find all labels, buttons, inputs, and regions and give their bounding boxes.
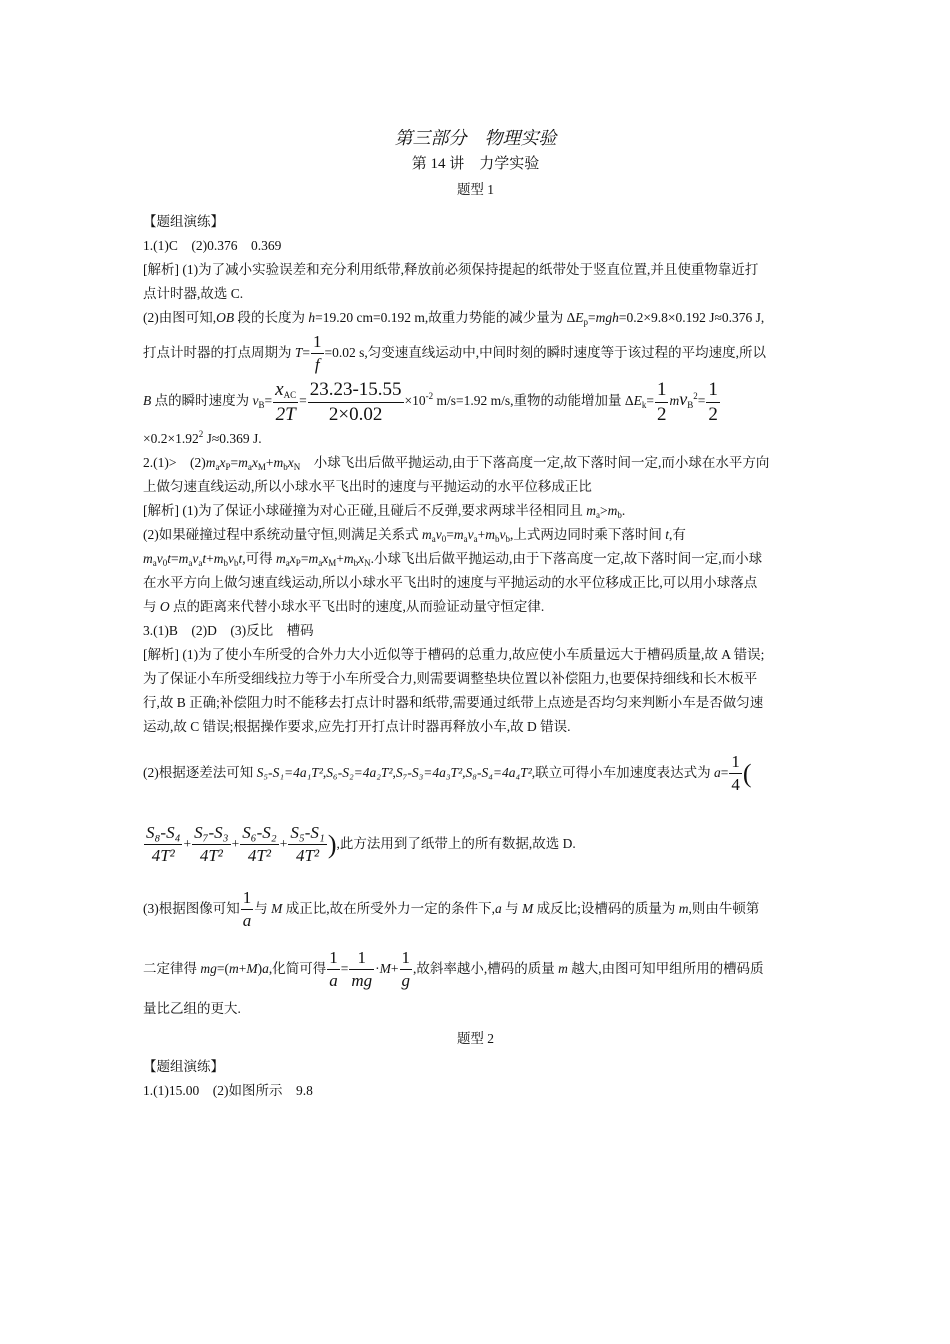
fraction-1-over-a-2: $\frac{1}{a}$ xyxy=(329,948,338,991)
fraction-one-quarter: $\frac{1}{4}$ xyxy=(731,752,740,795)
document-page xyxy=(143,122,808,1103)
fraction-s6-s2: $\frac{\text{S₆-S₂}}{\text{4T²}}$ xyxy=(242,823,277,866)
q1-part2-line4: $\times 0.2\times 1.92^2$ J≈0.369 J. xyxy=(143,428,262,446)
fraction-1-over-f: $\frac{1}{f}$ xyxy=(313,332,322,375)
q1-analysis-line1: [解析] (1)为了减小实验误差和充分利用纸带,释放前必须保持提起的纸带处于竖直位置,并且使重物靠近打 xyxy=(143,262,759,277)
fraction-xac-over-2t: $\frac{x_{AC}}{2T}$ xyxy=(275,378,297,425)
fraction-1-over-mg: $\frac{1}{mg}$ xyxy=(351,948,373,991)
fraction-s7-s3: $\frac{\text{S₇-S₃}}{\text{4T²}}$ xyxy=(194,823,229,866)
fraction-s5-s1: $\frac{\text{S₅-S₁}}{\text{4T²}}$ xyxy=(290,823,325,866)
lesson-title: 第 14 讲 力学实验 xyxy=(411,156,540,172)
q1-analysis-line2: 点计时器,故选 C. xyxy=(143,286,244,301)
q3-analysis-line4: 运动,故 C 错误;根据操作要求,应先打开打点计时器再释放小车,故 D 错误. xyxy=(143,718,571,734)
fraction-1-over-g: $\frac{1}{g}$ xyxy=(401,948,411,991)
q3-part2-line2: $\frac{\text{S₈-S₄}}{\text{4T²}}$ + $\frac{\text{S₇-S₃}}{\text{4T²}}$ + $\frac{\text{S₆-S₂}}{\text{4T²}}$ + $\frac{\text{S₅-S₁}}{\text{4T²}}$ ),此方法用到了纸带上的所有数据,故选 D. xyxy=(146,823,576,866)
q2-analysis-line2: (2)如果碰撞过程中系统动量守恒,则满足关系式 $m_av_0=m_av_a+m_bv_b$,上式两边同时乘下落时间 t,有 xyxy=(143,526,686,544)
section-label-2: 【题组演练】 xyxy=(143,1058,224,1074)
close-paren: ) xyxy=(327,829,337,859)
q3-part3-line1: (3)根据图像可知 $\frac{1}{a}$ 与 M 成正比,故在所受外力一定的条件下,a 与 M 成反比;设槽码的质量为 m,则由牛顿第 xyxy=(143,888,760,931)
q3-part2-line1: (2)根据逐差法可知 S₅-S₁=4a₁T²,S₆-S₂=4a₂T²,S₇-S₃=4a₃T²,S₈-S₄=4a₄T²,联立可得小车加速度表达式为 a= $\frac{1}{4}$ ( xyxy=(143,752,752,795)
q1-answer: 1.(1)C (2)0.376 0.369 xyxy=(143,238,282,253)
q3-part3-line3: 量比乙组的更大. xyxy=(143,1000,241,1016)
type2-title: 题型 2 xyxy=(456,1030,495,1046)
fraction-velocity-calc: $\frac{23.23-15.55}{2\times 0.02}$ xyxy=(309,378,402,425)
q2-analysis-line1: [解析] (1)为了保证小球碰撞为对心正碰,且碰后不反弹,要求两球半径相同且 $m_a>m_b$. xyxy=(143,502,626,520)
q1-part2-line1: (2)由图可知,OB 段的长度为 h=19.20 cm=0.192 m,故重力势能的减少量为 $\Delta E_p=mgh=0.2\times 9.8\times 0.192$ J≈0.376 J, xyxy=(143,310,765,327)
q3-part3-line2: 二定律得 mg=(m+M)a,化简可得 $\frac{1}{a}$ = $\frac{1}{mg}$ ·M+ $\frac{1}{g}$ ,故斜率越小,槽码的质量 m 越大,由图可知甲组所用的槽码质 xyxy=(143,948,764,991)
part-title: 第三部分 物理实验 xyxy=(394,128,557,148)
q1-part2-line3: B 点的瞬时速度为 $v_B=$ $\frac{x_{AC}}{2T}$ = $\frac{23.23-15.55}{2\times 0.02}$ $\times 10^{-2}$ m/s=1.92 m/s,重物的动能增加量 $\Delta E_k=$ $\frac{1}{2}$ $mv_B^2=$ $\frac{1}{2}$ xyxy=(143,378,718,425)
fraction-one-half: $\frac{1}{2}$ xyxy=(656,378,667,425)
fraction-s8-s4: $\frac{\text{S₈-S₄}}{\text{4T²}}$ xyxy=(146,823,181,866)
q3-analysis-line3: 行,故 B 正确;补偿阻力时不能移去打点计时器和纸带,需要通过纸带上点迹是否均匀来判断小车是否做匀速 xyxy=(143,694,764,710)
fraction-one-half-2: $\frac{1}{2}$ xyxy=(708,378,718,425)
q1-part2-line2: 打点计时器的打点周期为 T= $\frac{1}{f}$ =0.02 s,匀变速直线运动中,中间时刻的瞬时速度等于该过程的平均速度,所以 xyxy=(143,332,767,375)
t2q1-answer: 1.(1)15.00 (2)如图所示 9.8 xyxy=(143,1082,313,1098)
q2-answer-line2: 上做匀速直线运动,所以小球水平飞出时的速度与平抛运动的水平位移成正比 xyxy=(143,478,592,494)
section-label: 【题组演练】 xyxy=(143,214,224,229)
q2-analysis-line4: 在水平方向上做匀速直线运动,所以小球水平飞出时的速度与平抛运动的水平位移成正比,可以用小球落点 xyxy=(143,574,758,590)
q2-answer-line1: 2.(1)> $(2)m_ax_P=m_ax_M+m_bx_N$ 小球飞出后做平抛运动,由于下落高度一定,故下落时间一定,而小球在水平方向 xyxy=(143,454,770,472)
open-paren: ( xyxy=(742,758,752,788)
type1-title: 题型 1 xyxy=(456,182,495,197)
q2-analysis-line3: $m_av_0t=m_av_at+m_bv_bt$,可得 $m_ax_P=m_ax_M+m_bx_N$.小球飞出后做平抛运动,由于下落高度一定,故下落时间一定,而小球 xyxy=(143,550,763,568)
q2-analysis-line5: 与 O 点的距离来代替小球水平飞出时的速度,从而验证动量守恒定律. xyxy=(143,598,545,614)
q3-analysis-line1: [解析] (1)为了使小车所受的合外力大小近似等于槽码的总重力,故应使小车质量远大于槽码质量,故 A 错误; xyxy=(143,646,765,662)
fraction-1-over-a: $\frac{1}{a}$ xyxy=(242,888,252,931)
q3-analysis-line2: 为了保证小车所受细线拉力等于小车所受合力,则需要调整垫块位置以补偿阻力,也要保持细线和长木板平 xyxy=(143,670,758,686)
q3-answer: 3.(1)B (2)D (3)反比 槽码 xyxy=(143,622,314,638)
